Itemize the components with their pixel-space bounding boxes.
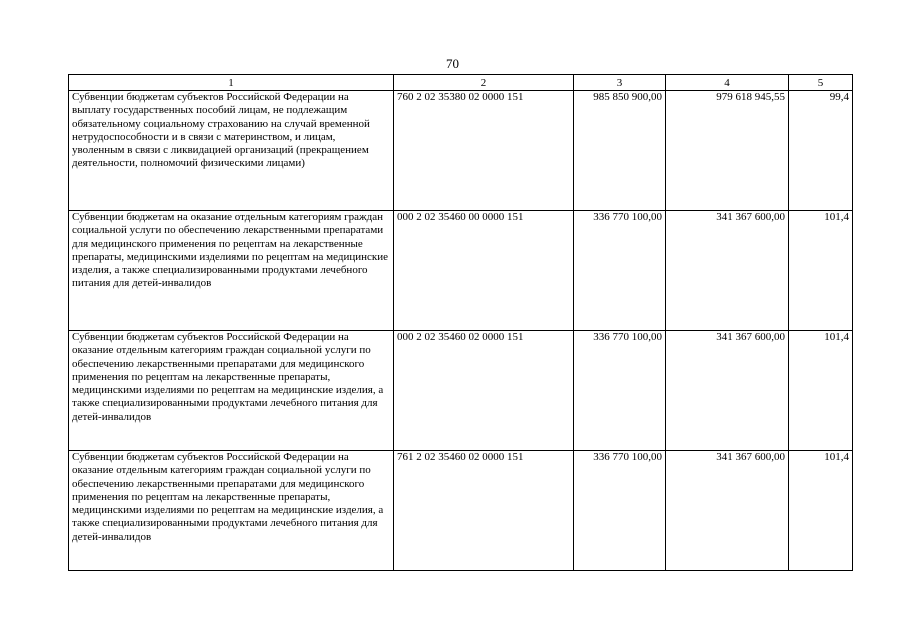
column-header-4: 4 [666,75,789,91]
table-row [69,451,853,571]
row-name-cell: Субвенции бюджетам на оказание отдельным категориям граждан социальной услуги по обеспечению лекарственными препаратами для медицинского применения по рецептам на лекарственные препараты, медицинскими изделиями по рецептам на медицинские изделия, а также специализированными продуктами лечебного питания для детей-инвалидов [69,211,394,331]
column-header-2: 2 [394,75,574,91]
column-header-5: 5 [789,75,853,91]
row-executed-cell: 341 367 600,00 [666,451,789,571]
row-planned-cell: 336 770 100,00 [574,451,666,571]
page-number: 70 [446,56,459,71]
row-percent-cell: 99,4 [789,91,853,211]
table-row [69,91,853,211]
row-planned-cell: 985 850 900,00 [574,91,666,211]
row-code-cell: 760 2 02 35380 02 0000 151 [394,91,574,211]
row-percent-cell: 101,4 [789,331,853,451]
row-planned-cell: 336 770 100,00 [574,331,666,451]
row-percent-cell: 101,4 [789,211,853,331]
row-name-cell: Субвенции бюджетам субъектов Российской Федерации на оказание отдельным категориям граждан социальной услуги по обеспечению лекарственными препаратами для медицинского применения по рецептам на лекарственные препараты, медицинскими изделиями по рецептам на медицинские изделия, а также специализированными продуктами лечебного питания для детей-инвалидов [69,451,394,571]
row-code-cell: 000 2 02 35460 00 0000 151 [394,211,574,331]
row-code-cell: 761 2 02 35460 02 0000 151 [394,451,574,571]
row-planned-cell: 336 770 100,00 [574,211,666,331]
column-header-1: 1 [69,75,394,91]
column-header-3: 3 [574,75,666,91]
row-executed-cell: 341 367 600,00 [666,331,789,451]
table-row [69,211,853,331]
row-code-cell: 000 2 02 35460 02 0000 151 [394,331,574,451]
row-executed-cell: 979 618 945,55 [666,91,789,211]
row-name-cell: Субвенции бюджетам субъектов Российской Федерации на оказание отдельным категориям граждан социальной услуги по обеспечению лекарственными препаратами для медицинского применения по рецептам на лекарственные препараты, медицинскими изделиями по рецептам на медицинские изделия, а также специализированными продуктами лечебного питания для детей-инвалидов [69,331,394,451]
budget-table [68,74,853,571]
row-executed-cell: 341 367 600,00 [666,211,789,331]
row-name-cell: Субвенции бюджетам субъектов Российской Федерации на выплату государственных пособий лицам, не подлежащим обязательному социальному страхованию на случай временной нетрудоспособности и в связи с материнством, и лицам, уволенным в связи с ликвидацией организаций (прекращением деятельности, полномочий физическими лицами) [69,91,394,211]
row-percent-cell: 101,4 [789,451,853,571]
table-row [69,331,853,451]
table-header-row [69,75,853,91]
